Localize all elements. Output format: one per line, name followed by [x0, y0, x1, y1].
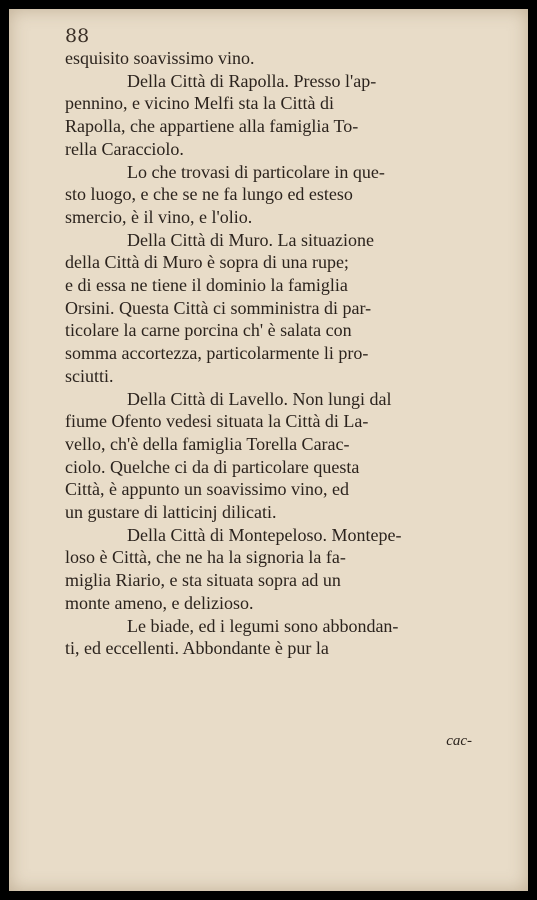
text-line: esquisito soavissimo vino. [65, 48, 255, 68]
text-line: Le biade, ed i legumi sono abbondan- [127, 615, 399, 636]
text-line: loso è Città, che ne ha la signoria la fa- [65, 547, 346, 568]
book-page [9, 9, 528, 891]
page-number: 88 [65, 25, 90, 47]
text-line: somma accortezza, particolarmente li pro- [65, 343, 369, 364]
text-line: ti, ed eccellenti. Abbondante è pur la [65, 638, 329, 659]
text-line: Città, è appunto un soavissimo vino, ed [65, 479, 349, 500]
text-line: sciutti. [65, 365, 114, 386]
text-line: Orsini. Questa Città ci somministra di par- [65, 297, 372, 318]
text-line: Rapolla, che appartiene alla famiglia To- [65, 116, 359, 137]
text-line: della Città di Muro è sopra di una rupe; [65, 252, 349, 273]
text-line: vello, ch'è della famiglia Torella Carac- [65, 433, 350, 454]
text-line: ticolare la carne porcina ch' è salata con [65, 320, 352, 341]
text-line: Della Città di Muro. La situazione [127, 229, 374, 250]
body-text [65, 47, 490, 660]
text-line: Della Città di Montepeloso. Montepe- [127, 524, 402, 545]
text-line: pennino, e vicino Melfi sta la Città di [65, 93, 334, 114]
text-line: smercio, è il vino, e l'olio. [65, 206, 253, 227]
text-line: ciolo. Quelche ci da di particolare questa [65, 456, 360, 477]
text-line: Della Città di Rapolla. Presso l'ap- [127, 70, 377, 91]
text-line: sto luogo, e che se ne fa lungo ed esteso [65, 184, 353, 205]
text-line: rella Caracciolo. [65, 138, 184, 159]
text-line: fiume Ofento vedesi situata la Città di La- [65, 411, 369, 432]
text-line: Della Città di Lavello. Non lungi dal [127, 388, 392, 409]
text-line: monte ameno, e delizioso. [65, 592, 254, 613]
text-line: Lo che trovasi di particolare in que- [127, 161, 385, 182]
catchword: cac- [446, 733, 472, 749]
text-line: e di essa ne tiene il dominio la famiglia [65, 275, 348, 296]
text-line: un gustare di latticinj dilicati. [65, 502, 277, 523]
text-line: miglia Riario, e sta situata sopra ad un [65, 570, 341, 591]
